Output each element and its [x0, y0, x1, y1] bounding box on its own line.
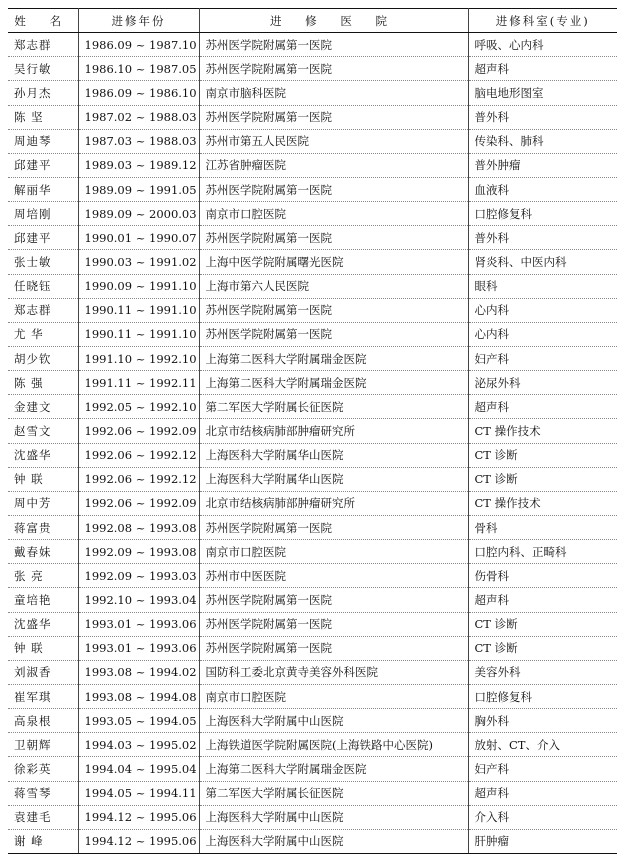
- training-period: 1986.10 ~ 1987.05: [78, 57, 199, 81]
- table-row: [8, 612, 617, 636]
- training-department: CT 诊断: [468, 636, 617, 660]
- training-period: 1992.08 ~ 1993.08: [78, 515, 199, 539]
- person-name: 孙月杰: [8, 81, 78, 105]
- training-department: 口腔内科、正畸科: [468, 540, 617, 564]
- training-department: 超声科: [468, 57, 617, 81]
- person-name: 解丽华: [8, 177, 78, 201]
- training-period: 1992.06 ~ 1992.12: [78, 443, 199, 467]
- table-row: [8, 709, 617, 733]
- training-period: 1986.09 ~ 1986.10: [78, 81, 199, 105]
- person-name: 童培艳: [8, 588, 78, 612]
- table-row: [8, 105, 617, 129]
- training-department: 心内科: [468, 322, 617, 346]
- person-name: 周中芳: [8, 491, 78, 515]
- training-period: 1994.05 ~ 1994.11: [78, 781, 199, 805]
- training-period: 1993.08 ~ 1994.02: [78, 660, 199, 684]
- person-name: 袁建毛: [8, 805, 78, 829]
- training-period: 1987.03 ~ 1988.03: [78, 129, 199, 153]
- training-department: 超声科: [468, 395, 617, 419]
- training-hospital: 南京市口腔医院: [199, 202, 468, 226]
- training-department: 伤骨科: [468, 564, 617, 588]
- table-row: [8, 33, 617, 57]
- person-name: 刘淑香: [8, 660, 78, 684]
- training-period: 1986.09 ~ 1987.10: [78, 33, 199, 57]
- training-department: CT 操作技术: [468, 491, 617, 515]
- table-body: [8, 33, 617, 854]
- training-department: 肾炎科、中医内科: [468, 250, 617, 274]
- person-name: 沈盛华: [8, 443, 78, 467]
- person-name: 邱建平: [8, 226, 78, 250]
- table-row: [8, 781, 617, 805]
- training-hospital: 上海中医学院附属曙光医院: [199, 250, 468, 274]
- training-department: 介入科: [468, 805, 617, 829]
- training-department: 放射、CT、介入: [468, 733, 617, 757]
- table-row: [8, 346, 617, 370]
- header-hospital: 进 修 医 院: [199, 9, 468, 33]
- training-hospital: 苏州医学院附属第一医院: [199, 515, 468, 539]
- table-row: [8, 757, 617, 781]
- table-row: [8, 467, 617, 491]
- person-name: 沈盛华: [8, 612, 78, 636]
- training-department: CT 操作技术: [468, 419, 617, 443]
- table-row: [8, 322, 617, 346]
- training-hospital: 上海医科大学附属中山医院: [199, 709, 468, 733]
- table-row: [8, 153, 617, 177]
- training-hospital: 上海第二医科大学附属瑞金医院: [199, 757, 468, 781]
- training-department: 骨科: [468, 515, 617, 539]
- person-name: 钟 联: [8, 467, 78, 491]
- training-department: 超声科: [468, 781, 617, 805]
- training-hospital: 北京市结核病肺部肿瘤研究所: [199, 419, 468, 443]
- training-period: 1990.09 ~ 1991.10: [78, 274, 199, 298]
- training-hospital: 苏州医学院附属第一医院: [199, 588, 468, 612]
- person-name: 周迪琴: [8, 129, 78, 153]
- table-row: [8, 733, 617, 757]
- table-row: [8, 419, 617, 443]
- training-hospital: 上海医科大学附属华山医院: [199, 467, 468, 491]
- header-name: 姓 名: [8, 9, 78, 33]
- training-period: 1989.09 ~ 1991.05: [78, 177, 199, 201]
- table-row: [8, 129, 617, 153]
- training-department: 普外科: [468, 105, 617, 129]
- person-name: 张士敏: [8, 250, 78, 274]
- table-row: [8, 660, 617, 684]
- person-name: 吴行敏: [8, 57, 78, 81]
- person-name: 金建文: [8, 395, 78, 419]
- training-period: 1992.09 ~ 1993.08: [78, 540, 199, 564]
- training-hospital: 上海医科大学附属中山医院: [199, 829, 468, 853]
- training-period: 1990.03 ~ 1991.02: [78, 250, 199, 274]
- training-hospital: 上海市第六人民医院: [199, 274, 468, 298]
- training-hospital: 上海医科大学附属中山医院: [199, 805, 468, 829]
- training-hospital: 苏州医学院附属第一医院: [199, 322, 468, 346]
- person-name: 高泉根: [8, 709, 78, 733]
- table-row: [8, 202, 617, 226]
- table-row: [8, 81, 617, 105]
- training-period: 1992.06 ~ 1992.09: [78, 419, 199, 443]
- training-period: 1992.06 ~ 1992.12: [78, 467, 199, 491]
- person-name: 蒋雪琴: [8, 781, 78, 805]
- table-row: [8, 57, 617, 81]
- table-row: [8, 588, 617, 612]
- person-name: 郑志群: [8, 298, 78, 322]
- training-department: CT 诊断: [468, 612, 617, 636]
- training-period: 1991.10 ~ 1992.10: [78, 346, 199, 370]
- person-name: 胡少钦: [8, 346, 78, 370]
- table-row: [8, 371, 617, 395]
- person-name: 陈 坚: [8, 105, 78, 129]
- person-name: 赵雪文: [8, 419, 78, 443]
- table-row: [8, 684, 617, 708]
- training-hospital: 苏州医学院附属第一医院: [199, 226, 468, 250]
- training-department: 普外科: [468, 226, 617, 250]
- training-department: 妇产科: [468, 757, 617, 781]
- training-period: 1993.08 ~ 1994.08: [78, 684, 199, 708]
- person-name: 钟 联: [8, 636, 78, 660]
- person-name: 徐彩英: [8, 757, 78, 781]
- training-period: 1994.12 ~ 1995.06: [78, 805, 199, 829]
- training-hospital: 南京市口腔医院: [199, 540, 468, 564]
- training-records-table: [8, 8, 617, 854]
- training-period: 1994.12 ~ 1995.06: [78, 829, 199, 853]
- training-period: 1991.11 ~ 1992.11: [78, 371, 199, 395]
- training-department: 泌尿外科: [468, 371, 617, 395]
- training-hospital: 苏州医学院附属第一医院: [199, 105, 468, 129]
- table-row: [8, 515, 617, 539]
- training-department: 血液科: [468, 177, 617, 201]
- training-period: 1989.03 ~ 1989.12: [78, 153, 199, 177]
- person-name: 崔军琪: [8, 684, 78, 708]
- person-name: 周培刚: [8, 202, 78, 226]
- training-department: 美容外科: [468, 660, 617, 684]
- training-department: 口腔修复科: [468, 202, 617, 226]
- training-period: 1993.01 ~ 1993.06: [78, 636, 199, 660]
- training-period: 1992.05 ~ 1992.10: [78, 395, 199, 419]
- training-period: 1992.10 ~ 1993.04: [78, 588, 199, 612]
- training-hospital: 南京市脑科医院: [199, 81, 468, 105]
- person-name: 任晓钰: [8, 274, 78, 298]
- training-period: 1987.02 ~ 1988.03: [78, 105, 199, 129]
- training-hospital: 苏州医学院附属第一医院: [199, 636, 468, 660]
- person-name: 陈 强: [8, 371, 78, 395]
- training-hospital: 苏州医学院附属第一医院: [199, 612, 468, 636]
- training-department: CT 诊断: [468, 467, 617, 491]
- training-department: 眼科: [468, 274, 617, 298]
- table-row: [8, 226, 617, 250]
- training-department: 口腔修复科: [468, 684, 617, 708]
- table-row: [8, 829, 617, 853]
- training-department: 脑电地形图室: [468, 81, 617, 105]
- table-row: [8, 395, 617, 419]
- table-row: [8, 636, 617, 660]
- training-period: 1993.05 ~ 1994.05: [78, 709, 199, 733]
- person-name: 尤 华: [8, 322, 78, 346]
- training-hospital: 国防科工委北京黄寺美容外科医院: [199, 660, 468, 684]
- training-department: 呼吸、心内科: [468, 33, 617, 57]
- training-period: 1990.11 ~ 1991.10: [78, 322, 199, 346]
- training-hospital: 北京市结核病肺部肿瘤研究所: [199, 491, 468, 515]
- training-period: 1990.01 ~ 1990.07: [78, 226, 199, 250]
- person-name: 戴春妹: [8, 540, 78, 564]
- table-row: [8, 250, 617, 274]
- training-hospital: 苏州医学院附属第一医院: [199, 298, 468, 322]
- training-period: 1992.06 ~ 1992.09: [78, 491, 199, 515]
- person-name: 卫朝辉: [8, 733, 78, 757]
- training-period: 1989.09 ~ 2000.03: [78, 202, 199, 226]
- table-header: [8, 9, 617, 33]
- training-department: 胸外科: [468, 709, 617, 733]
- table-row: [8, 298, 617, 322]
- training-period: 1990.11 ~ 1991.10: [78, 298, 199, 322]
- training-department: 心内科: [468, 298, 617, 322]
- training-hospital: 南京市口腔医院: [199, 684, 468, 708]
- training-hospital: 苏州医学院附属第一医院: [199, 33, 468, 57]
- training-hospital: 第二军医大学附属长征医院: [199, 395, 468, 419]
- person-name: 邱建平: [8, 153, 78, 177]
- training-hospital: 苏州医学院附属第一医院: [199, 57, 468, 81]
- table-row: [8, 491, 617, 515]
- table-row: [8, 177, 617, 201]
- training-period: 1992.09 ~ 1993.03: [78, 564, 199, 588]
- training-period: 1993.01 ~ 1993.06: [78, 612, 199, 636]
- header-years: 进修年份: [78, 9, 199, 33]
- header-department: 进修科室(专业): [468, 9, 617, 33]
- table-row: [8, 540, 617, 564]
- table-row: [8, 564, 617, 588]
- training-hospital: 上海铁道医学院附属医院(上海铁路中心医院): [199, 733, 468, 757]
- training-department: 妇产科: [468, 346, 617, 370]
- training-hospital: 苏州市中医医院: [199, 564, 468, 588]
- person-name: 郑志群: [8, 33, 78, 57]
- training-department: 超声科: [468, 588, 617, 612]
- training-department: CT 诊断: [468, 443, 617, 467]
- training-hospital: 苏州医学院附属第一医院: [199, 177, 468, 201]
- training-hospital: 第二军医大学附属长征医院: [199, 781, 468, 805]
- table-row: [8, 805, 617, 829]
- training-hospital: 上海医科大学附属华山医院: [199, 443, 468, 467]
- table-row: [8, 274, 617, 298]
- training-period: 1994.04 ~ 1995.04: [78, 757, 199, 781]
- training-hospital: 江苏省肿瘤医院: [199, 153, 468, 177]
- training-hospital: 苏州市第五人民医院: [199, 129, 468, 153]
- person-name: 谢 峰: [8, 829, 78, 853]
- person-name: 蒋富贵: [8, 515, 78, 539]
- training-hospital: 上海第二医科大学附属瑞金医院: [199, 371, 468, 395]
- training-department: 肝肿瘤: [468, 829, 617, 853]
- person-name: 张 亮: [8, 564, 78, 588]
- table-row: [8, 443, 617, 467]
- training-hospital: 上海第二医科大学附属瑞金医院: [199, 346, 468, 370]
- training-period: 1994.03 ~ 1995.02: [78, 733, 199, 757]
- training-department: 传染科、肺科: [468, 129, 617, 153]
- training-department: 普外肿瘤: [468, 153, 617, 177]
- header-row: [8, 9, 617, 33]
